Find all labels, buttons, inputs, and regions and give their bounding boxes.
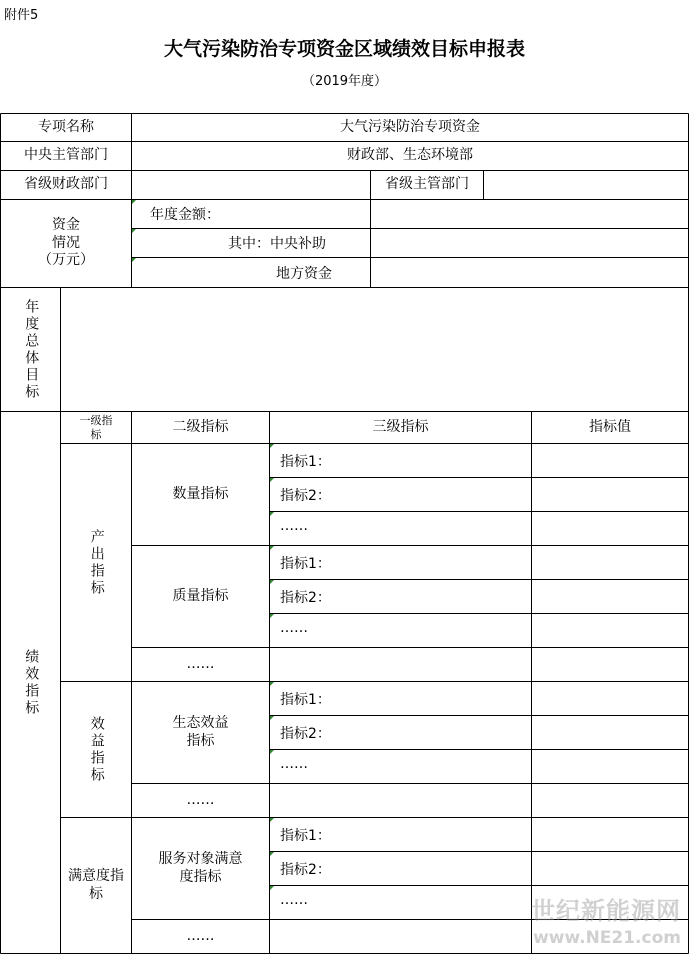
benefit-label: 效益指标: [88, 715, 105, 784]
cell-marker: [132, 258, 136, 262]
prov-finance-value[interactable]: [132, 171, 370, 199]
funds-label-line2: 情况: [52, 234, 80, 251]
annual-goal-value[interactable]: [61, 288, 688, 411]
eco-item-1: 指标1：: [280, 691, 331, 708]
quality-item-2: 指标2：: [280, 589, 331, 606]
service-item-1: 指标1：: [280, 827, 331, 844]
eco-item-more: ……: [280, 756, 308, 772]
satisfaction-more: ……: [186, 927, 215, 944]
quantity-item-more: ……: [280, 518, 308, 534]
quality-item-more: ……: [280, 620, 308, 636]
cell-marker: [270, 478, 274, 482]
prov-finance-label: 省级财政部门: [24, 176, 108, 193]
col-level1: 一级指标: [79, 414, 113, 441]
cell-marker: [132, 200, 136, 204]
central-dept-label: 中央主管部门: [24, 147, 108, 164]
local-funds-label: 地方资金: [276, 265, 332, 282]
output-more: ……: [186, 655, 215, 672]
quality-item-1: 指标1：: [280, 555, 331, 572]
cell-marker: [270, 580, 274, 584]
cell-marker: [270, 614, 274, 618]
benefit-more: ……: [186, 791, 215, 808]
central-subsidy-value[interactable]: [371, 229, 688, 257]
col-level2: 二级指标: [172, 418, 229, 435]
form-title: 大气污染防治专项资金区域绩效目标申报表: [163, 38, 525, 60]
cell-marker: [270, 818, 274, 822]
cell-marker: [270, 886, 274, 890]
cell-marker: [270, 852, 274, 856]
quantity-item-2: 指标2：: [280, 487, 331, 504]
quality-label: 质量指标: [172, 587, 229, 604]
cell-marker: [270, 682, 274, 686]
cell-marker: [270, 512, 274, 516]
annual-amount-label: 年度金额：: [150, 207, 220, 223]
watermark-title: 世纪新能源网: [531, 897, 681, 925]
perf-label: 绩效指标: [23, 648, 40, 717]
project-name-label: 专项名称: [38, 118, 94, 135]
cell-marker: [270, 546, 274, 550]
service-item-more: ……: [280, 892, 308, 908]
attachment-label: 附件5: [4, 8, 39, 23]
form-year: （2019年度）: [301, 74, 388, 89]
annual-goal-label: 年度总体目标: [23, 298, 40, 401]
eco-benefit-label: 生态效益指标: [172, 715, 229, 749]
central-subsidy-label: 其中：中央补助: [228, 236, 326, 252]
output-label: 产出指标: [88, 528, 105, 597]
funds-label-line1: 资金: [52, 217, 80, 234]
quantity-label: 数量指标: [172, 485, 229, 502]
col-level3: 三级指标: [372, 418, 429, 435]
prov-dept-value[interactable]: [484, 171, 688, 199]
cell-marker: [132, 229, 136, 233]
col-value: 指标值: [589, 418, 631, 435]
funds-label-line3: （万元）: [38, 252, 94, 269]
funds-label: [1, 200, 131, 287]
service-satisfaction-label: 服务对象满意度指标: [158, 851, 243, 885]
local-funds-value[interactable]: [371, 258, 688, 287]
cell-marker: [270, 444, 274, 448]
prov-dept-label: 省级主管部门: [385, 176, 469, 193]
annual-amount-value[interactable]: [371, 200, 688, 228]
cell-marker: [270, 750, 274, 754]
eco-item-2: 指标2：: [280, 725, 331, 742]
service-item-2: 指标2：: [280, 861, 331, 878]
quantity-item-1: 指标1：: [280, 453, 331, 470]
satisfaction-label: 满意度指标: [68, 868, 124, 902]
cell-marker: [270, 716, 274, 720]
central-dept-value[interactable]: 财政部、生态环境部: [347, 147, 473, 164]
watermark-url: www.NE21.com: [533, 928, 681, 948]
project-name-value[interactable]: 大气污染防治专项资金: [340, 118, 480, 135]
